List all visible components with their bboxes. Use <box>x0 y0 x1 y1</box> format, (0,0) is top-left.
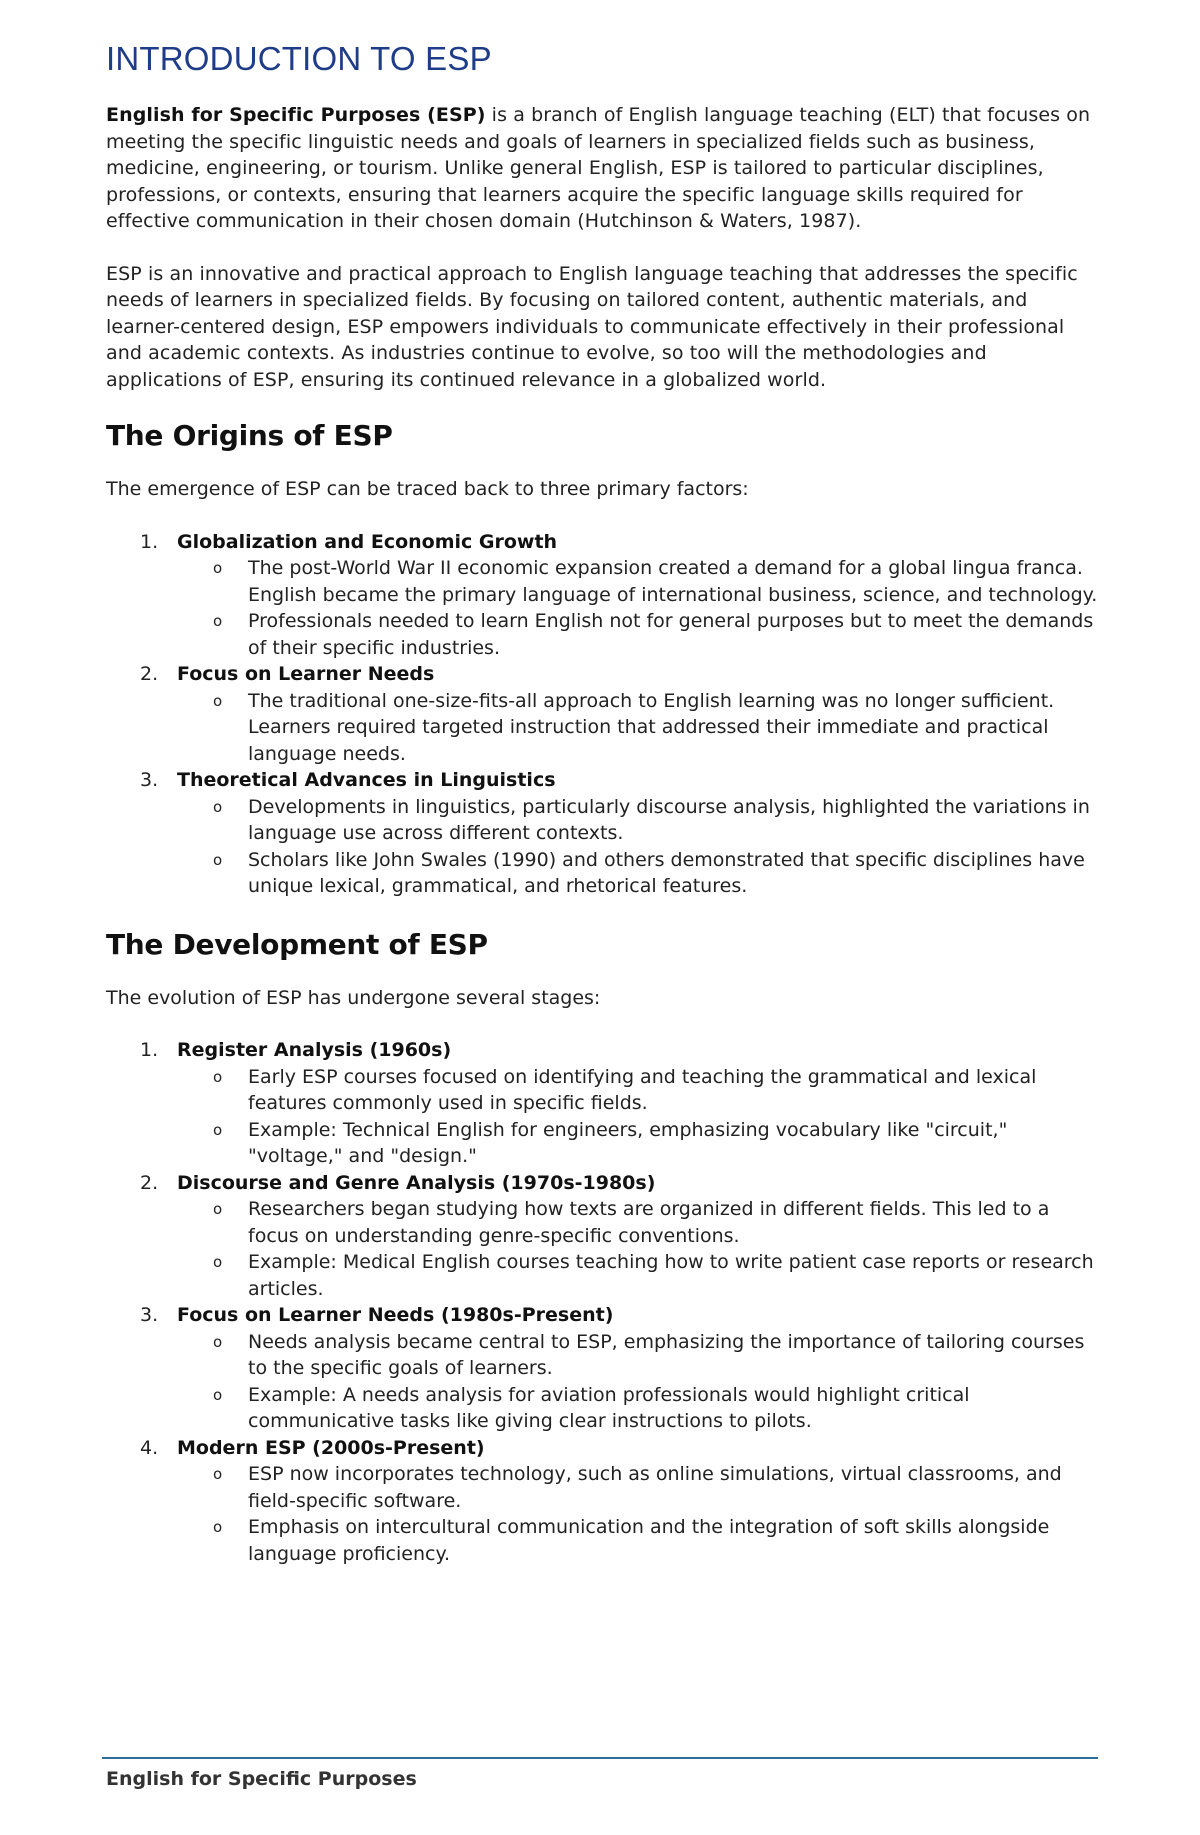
sub-bullet-list <box>177 555 1106 661</box>
development-item <box>106 1037 1106 1170</box>
document-page <box>106 40 1106 1595</box>
intro-paragraph-1-text: is a branch of English language teaching (ELT) that focuses on meeting the specific linguistic needs and goals of learners in specialized fields such as business, medicine, engineering, or tourism. Unlike general English, ESP is tailored to particular disciplines, professions, or contexts, ensuring that learners acquire the specific language skills required for effective communication in their chosen domain (Hutchinson & Waters, 1987). <box>106 104 1091 232</box>
list-number: 3. <box>140 1304 159 1326</box>
sub-bullet-item <box>177 847 1106 900</box>
sub-bullet-item <box>177 1329 1106 1382</box>
sub-bullet-text: Early ESP courses focused on identifying and teaching the grammatical and lexical features commonly used in specific fields. <box>248 1065 1037 1114</box>
sub-bullet-text: Developments in linguistics, particularly discourse analysis, highlighted the variations in language use across different contexts. <box>248 795 1090 844</box>
bullet-circle-icon: o <box>213 1385 223 1404</box>
bullet-circle-icon: o <box>213 1120 223 1139</box>
list-item-title: Globalization and Economic Growth <box>177 530 558 553</box>
bullet-circle-icon: o <box>213 1067 223 1086</box>
sub-bullet-text: Example: Technical English for engineers, emphasizing vocabulary like "circuit," "voltage," and "design." <box>248 1118 1008 1167</box>
sub-bullet-text: Professionals needed to learn English not for general purposes but to meet the demands of their specific industries. <box>248 610 1094 659</box>
sub-bullet-item <box>177 1514 1106 1567</box>
bullet-circle-icon: o <box>213 1253 223 1271</box>
bullet-circle-icon: o <box>213 1518 223 1536</box>
sub-bullet-text: Emphasis on intercultural communication and the integration of soft skills alongside language proficiency. <box>248 1516 1050 1565</box>
origins-item <box>106 661 1106 767</box>
intro-paragraph-1 <box>106 102 1106 235</box>
origins-item <box>106 529 1106 662</box>
origins-lead: The emergence of ESP can be traced back to three primary factors: <box>106 478 749 500</box>
list-item-title: Modern ESP (2000s-Present) <box>177 1436 485 1459</box>
sub-bullet-text: Needs analysis became central to ESP, emphasizing the importance of tailoring courses to the specific goals of learners. <box>248 1330 1085 1379</box>
development-list <box>106 1037 1106 1567</box>
bullet-circle-icon: o <box>213 797 223 816</box>
list-number: 2. <box>140 1171 159 1194</box>
bullet-circle-icon: o <box>213 850 223 869</box>
list-item-title: Focus on Learner Needs <box>177 663 435 685</box>
development-item <box>106 1170 1106 1303</box>
sub-bullet-item <box>177 1382 1106 1435</box>
list-number: 1. <box>140 1039 159 1061</box>
origins-heading: The Origins of ESP <box>106 419 393 452</box>
sub-bullet-item <box>177 555 1106 608</box>
sub-bullet-list <box>177 1329 1106 1435</box>
origins-list <box>106 529 1106 900</box>
list-item-title: Discourse and Genre Analysis (1970s-1980s) <box>177 1171 656 1194</box>
sub-bullet-item <box>177 1249 1106 1302</box>
intro-paragraph-2: ESP is an innovative and practical approach to English language teaching that addresses the specific needs of learners in specialized fields. By focusing on tailored content, authentic materials, and learner-centered design, ESP empowers individuals to communicate effectively in their professional and academic contexts. As industries continue to evolve, so too will the methodologies and applications of ESP, ensuring its continued relevance in a globalized world. <box>106 262 1078 391</box>
list-item-title: Theoretical Advances in Linguistics <box>177 769 556 791</box>
sub-bullet-text: The traditional one-size-fits-all approach to English learning was no longer sufficient. Learners required targeted instruction that addressed their immediate and practical language needs. <box>248 689 1055 765</box>
sub-bullet-list <box>177 1461 1106 1567</box>
sub-bullet-list <box>177 1196 1106 1302</box>
footer-title: English for Specific Purposes <box>106 1768 417 1790</box>
sub-bullet-item <box>177 794 1106 847</box>
bullet-circle-icon: o <box>213 1465 223 1483</box>
sub-bullet-item <box>177 688 1106 768</box>
bullet-circle-icon: o <box>213 559 223 577</box>
sub-bullet-text: The post-World War II economic expansion created a demand for a global lingua franca. English became the primary language of international business, science, and technology. <box>248 557 1098 606</box>
sub-bullet-text: Example: Medical English courses teaching how to write patient case reports or research articles. <box>248 1251 1094 1300</box>
sub-bullet-text: Example: A needs analysis for aviation professionals would highlight critical communicative tasks like giving clear instructions to pilots. <box>248 1383 970 1432</box>
sub-bullet-item <box>177 1196 1106 1249</box>
footer-divider <box>102 1757 1098 1759</box>
sub-bullet-list <box>177 688 1106 768</box>
development-item <box>106 1302 1106 1435</box>
origins-item <box>106 767 1106 900</box>
sub-bullet-list <box>177 1064 1106 1170</box>
sub-bullet-item <box>177 1461 1106 1514</box>
development-lead: The evolution of ESP has undergone several stages: <box>106 986 601 1009</box>
development-item <box>106 1435 1106 1568</box>
sub-bullet-item <box>177 608 1106 661</box>
list-number: 2. <box>140 663 159 685</box>
list-item-title: Register Analysis (1960s) <box>177 1039 452 1061</box>
bullet-circle-icon: o <box>213 1332 223 1351</box>
esp-term: English for Specific Purposes (ESP) <box>106 104 486 126</box>
page-title: INTRODUCTION TO ESP <box>106 40 492 77</box>
bullet-circle-icon: o <box>213 1200 223 1218</box>
sub-bullet-text: ESP now incorporates technology, such as online simulations, virtual classrooms, and field-specific software. <box>248 1463 1062 1512</box>
list-item-title: Focus on Learner Needs (1980s-Present) <box>177 1304 614 1326</box>
sub-bullet-text: Scholars like John Swales (1990) and others demonstrated that specific disciplines have unique lexical, grammatical, and rhetorical features. <box>248 848 1085 897</box>
sub-bullet-list <box>177 794 1106 900</box>
sub-bullet-item <box>177 1064 1106 1117</box>
sub-bullet-item <box>177 1117 1106 1170</box>
list-number: 3. <box>140 769 159 791</box>
development-heading: The Development of ESP <box>106 927 488 961</box>
list-number: 4. <box>140 1436 159 1459</box>
bullet-circle-icon: o <box>213 691 223 710</box>
bullet-circle-icon: o <box>213 612 223 630</box>
list-number: 1. <box>140 530 159 553</box>
sub-bullet-text: Researchers began studying how texts are organized in different fields. This led to a focus on understanding genre-specific conventions. <box>248 1198 1050 1247</box>
